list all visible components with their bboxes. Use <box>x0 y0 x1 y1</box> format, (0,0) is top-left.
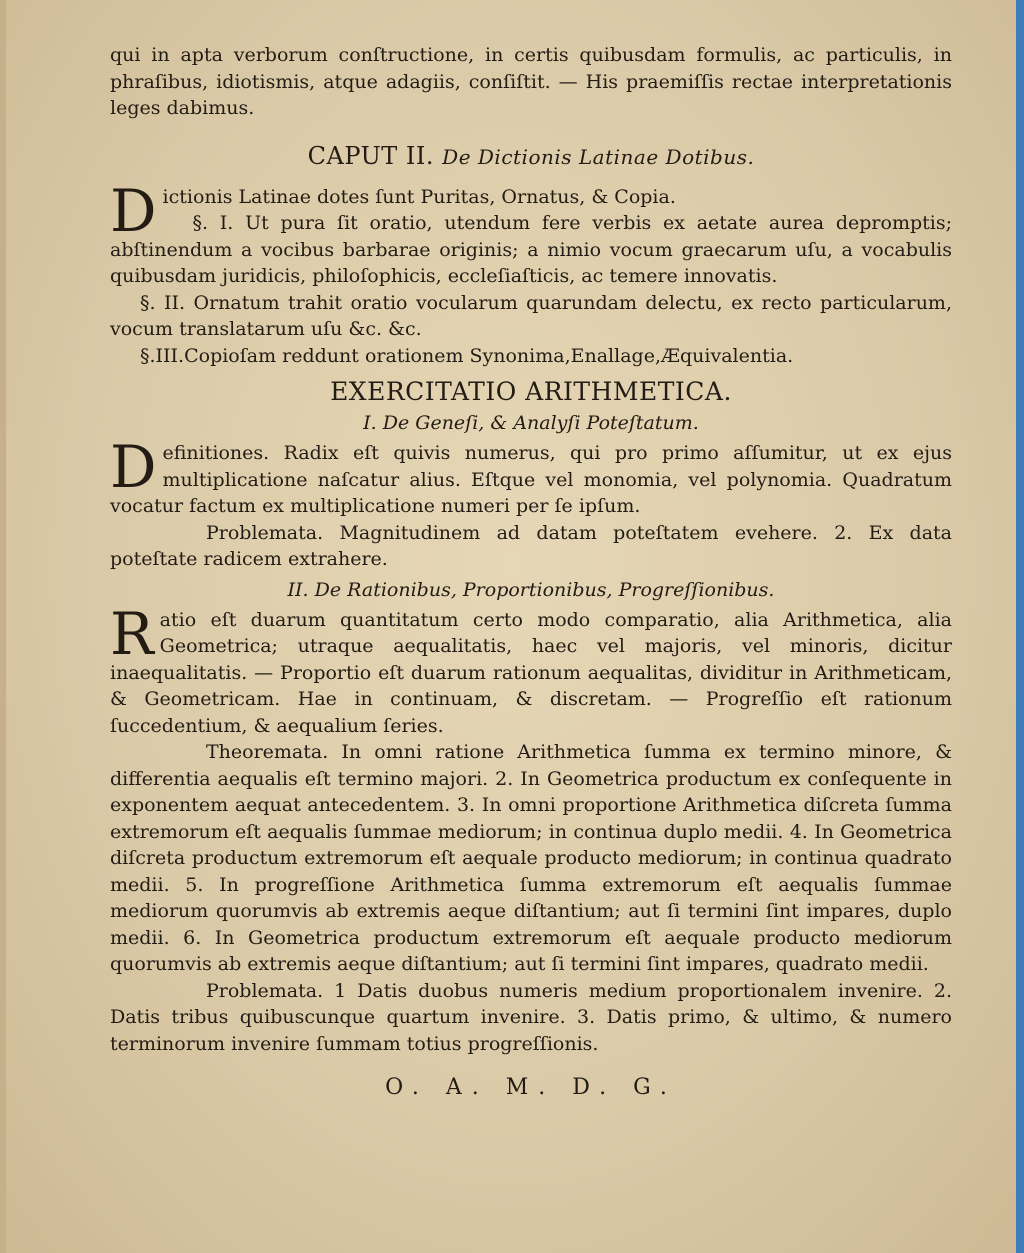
chapter-title: CAPUT II. <box>307 141 435 170</box>
dictio-lead: ictionis Latinae dotes ſunt Puritas, Ornatus, & Copia. <box>162 185 676 208</box>
problemata-2-paragraph: Problemata. 1 Datis duobus numeris medium proportionalem invenire. 2. Datis tribus quibuscunque quartum invenire. 3. Datis primo, & ultimo, & numero terminorum invenire ſummam totius progreſſionis. <box>110 979 952 1055</box>
section-2-heading: II. De Rationibus, Proportionibus, Progreſſionibus. <box>287 578 775 601</box>
dropcap-d: D <box>110 176 157 245</box>
section-1-block <box>110 433 952 573</box>
theoremata-paragraph: Theoremata. In omni ratione Arithmetica ſumma ex termino minore, & differentia aequalis eſt termino majori. 2. In Geometrica productum ex conſequente in exponentem aequat antecedentem. 3. In omni proportione Arithmetica diſcreta ſumma extremorum eſt aequalis ſummae mediorum; in continua duplo medii. 4. In Geometrica diſcreta productum extremorum eſt aequale producto mediorum; in continua quadrato medii. 5. In progreſſione Arithmetica ſumma extremorum eſt aequalis ſummae mediorum quorumvis ab extremis aeque diſtantium; aut ſi termini ſint impares, duplo medii. 6. In Geometrica productum extremorum eſt aequale producto mediorum quorumvis ab extremis aeque diſtantium; aut ſi termini ſint impares, quadrato medii. <box>110 741 952 975</box>
page-left-edge <box>0 0 6 1253</box>
dictio-block <box>110 176 952 370</box>
dictio-section-2: §. II. Ornatum trahit oratio vocularum quarundam delectu, ex recto particularum, vocum translatarum uſu &c. &c. <box>110 291 952 340</box>
exercitatio-title: EXERCITATIO ARITHMETICA. <box>330 377 732 406</box>
dropcap-d-2: D <box>110 433 157 501</box>
chapter-heading <box>110 142 952 170</box>
section-1-heading: I. De Geneſi, & Analyſi Poteſtatum. <box>363 412 699 434</box>
ratio-paragraph: atio eſt duarum quantitatum certo modo comparatio, alia Arithmetica, alia Geometrica; utraque aequalitatis, haec vel majoris, vel minoris, dicitur inaequalitatis. — Proportio eſt duarum rationum aequalitas, dividitur in Arithmeticam, & Geometricam. Hae in continuam, & discretam. — Progreſſio eſt rationum ſuccedentium, & aequalium ſeries. <box>110 608 952 737</box>
chapter-subtitle: De Dictionis Latinae Dotibus. <box>442 144 755 169</box>
definitiones-paragraph: efinitiones. Radix eſt quivis numerus, qui pro primo aſſumitur, ut ex ejus multiplicatione naſcatur alius. Eſtque vel monomia, vel polynomia. Quadratum vocatur factum ex multiplicatione numeri per ſe ipſum. <box>110 442 952 517</box>
problemata-1-paragraph: Problemata. Magnitudinem ad datam poteſtatem evehere. 2. Ex data poteſtate radicem extrahere. <box>110 521 952 570</box>
footer-motto: O. A. M. D. G. <box>385 1075 677 1100</box>
dictio-section-1: §. I. Ut pura ſit oratio, utendum fere verbis ex aetate aurea depromptis; abſtinendum a vocibus barbarae originis; a nimio vocum graecarum uſu, a vocabulis quibusdam juridicis, philoſophicis, eccleſiaſticis, ac temere innovatis. <box>110 212 952 287</box>
intro-paragraph: qui in apta verborum conſtructione, in certis quibusdam formulis, ac particulis, in phraſibus, idiotismis, atque adagiis, conſiſtit. — His praemiſſis rectae interpretationis leges dabimus. <box>110 44 952 119</box>
dictio-section-3: §.III.Copioſam reddunt orationem Synonima,Enallage,Æquivalentia. <box>140 344 794 367</box>
dropcap-r: R <box>110 599 154 668</box>
section-2-block <box>110 599 952 1058</box>
page-right-edge <box>1016 0 1024 1253</box>
